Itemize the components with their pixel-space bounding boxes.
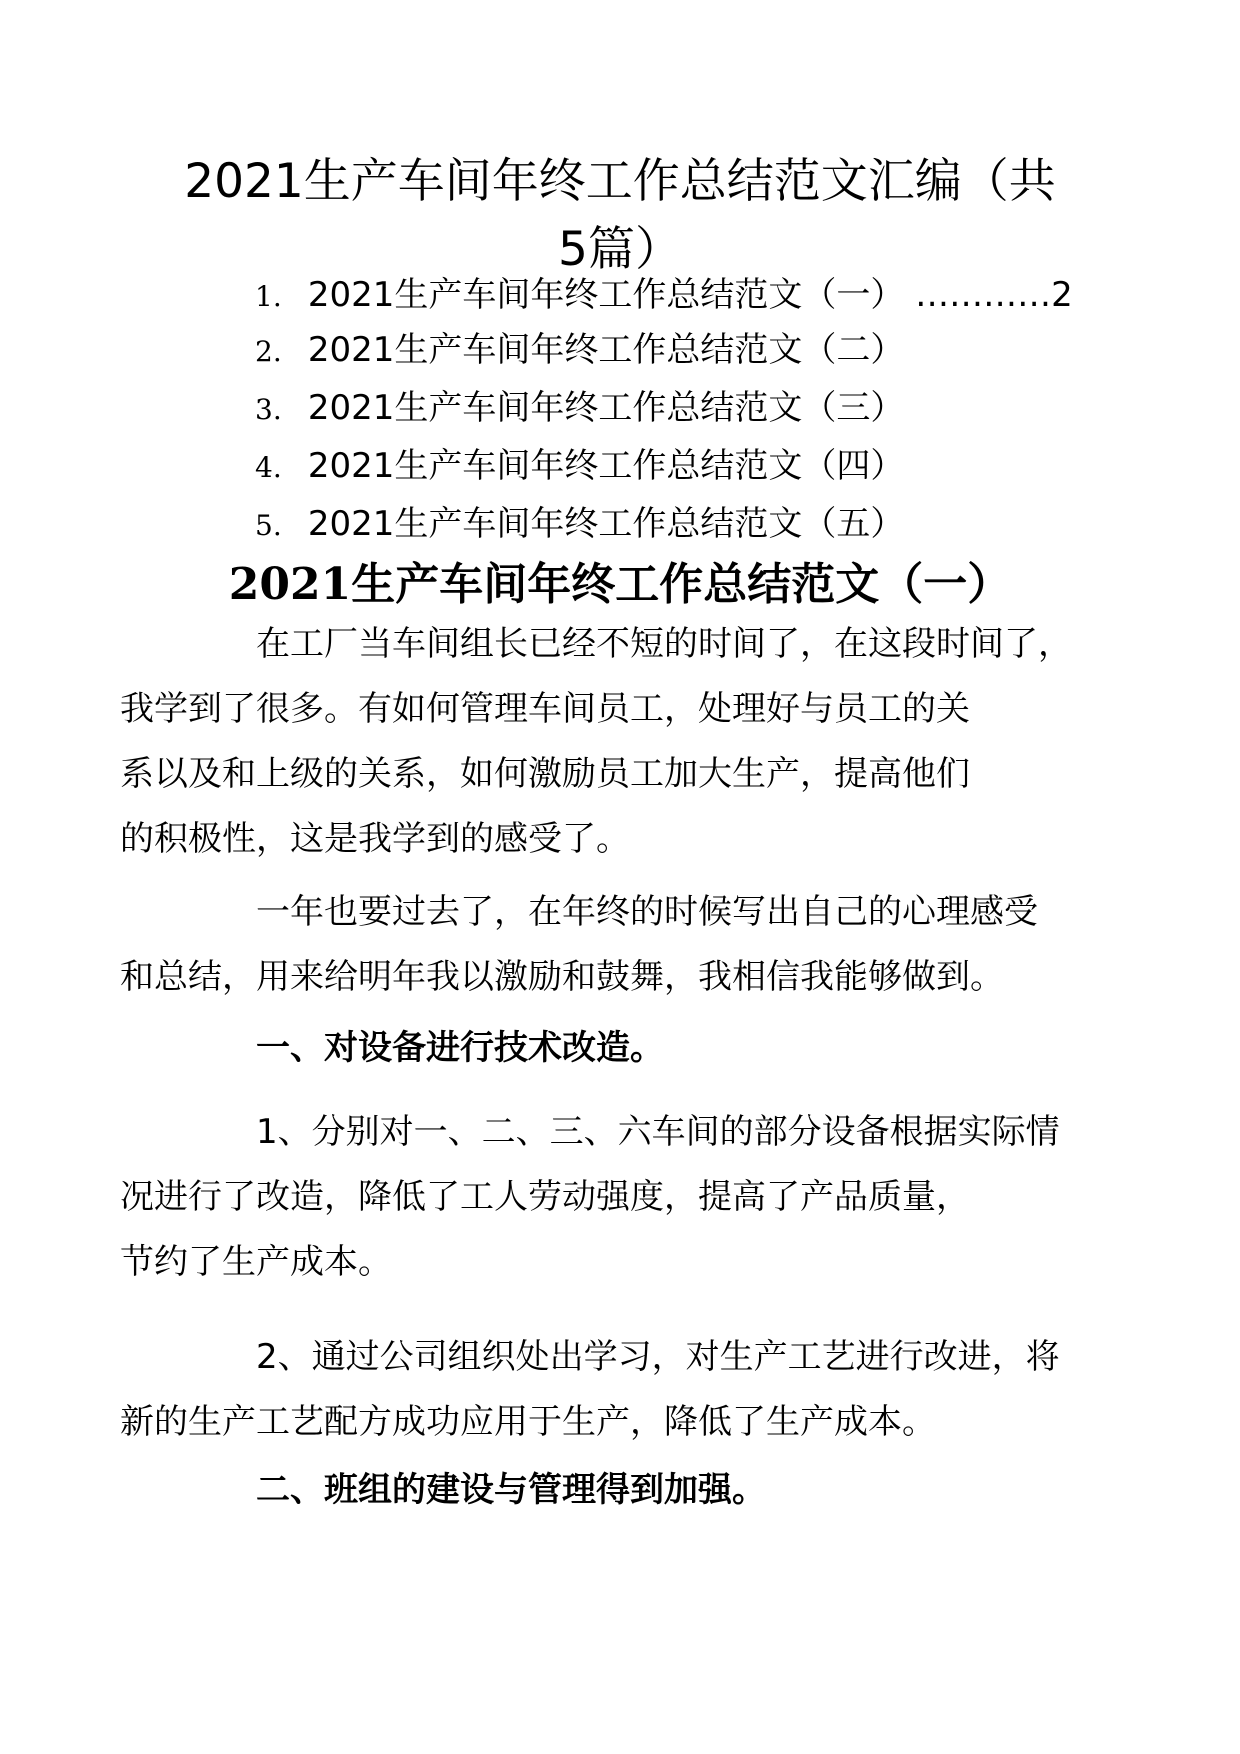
document-title-line2: 5篇）: [558, 222, 682, 277]
paragraph-line: 系以及和上级的关系，如何激励员工加大生产，提高他们: [120, 754, 970, 794]
toc-item-3[interactable]: [255, 383, 904, 433]
section-heading-text: 生产车间年终工作总结范文（一）: [351, 559, 1012, 610]
toc-item-label: 2021生产车间年终工作总结范文（四）: [307, 446, 905, 486]
toc-item-1[interactable]: [255, 270, 1073, 320]
toc-item-label: 2021生产车间年终工作总结范文（五）: [307, 504, 905, 544]
paragraph-line: 况进行了改造，降低了工人劳动强度，提高了产品质量，: [120, 1177, 970, 1217]
paragraph-line: 我学到了很多。有如何管理车间员工，处理好与员工的关: [120, 689, 970, 729]
paragraph-line: 和总结，用来给明年我以激励和鼓舞，我相信我能够做到。: [120, 957, 1004, 997]
toc-page-number: …………2: [915, 275, 1073, 315]
numbered-item-1: [120, 1100, 1068, 1295]
section-heading-number: 2021: [228, 559, 352, 610]
paragraph-line: 1、分别对一、二、三、六车间的部分设备根据实际情: [256, 1112, 1060, 1152]
paragraph-line: 新的生产工艺配方成功应用于生产，降低了生产成本。: [120, 1402, 936, 1442]
numbered-item-2: [120, 1325, 1068, 1455]
subheading-1: 一、对设备进行技术改造。: [256, 1028, 664, 1068]
toc-item-label: 2021生产车间年终工作总结范文（二）: [307, 330, 905, 370]
section-heading: [150, 555, 1090, 615]
paragraph-2: [120, 880, 1068, 1010]
toc-item-number: 5.: [255, 509, 282, 542]
paragraph-1: [120, 612, 1072, 872]
paragraph-line: 在工厂当车间组长已经不短的时间了，在这段时间了，: [256, 624, 1072, 664]
paragraph-line: 2、通过公司组织处出学习，对生产工艺进行改进，将: [256, 1337, 1060, 1377]
toc-item-5[interactable]: [255, 499, 904, 549]
toc-item-number: 1.: [255, 280, 282, 313]
toc-item-label: 2021生产车间年终工作总结范文（三）: [307, 388, 905, 428]
paragraph-line: 节约了生产成本。: [120, 1242, 392, 1282]
toc-item-label: 2021生产车间年终工作总结范文（一）: [307, 275, 905, 315]
paragraph-line: 的积极性，这是我学到的感受了。: [120, 819, 630, 859]
toc-item-4[interactable]: [255, 441, 904, 491]
toc-item-number: 4.: [255, 451, 282, 484]
toc-item-number: 2.: [255, 335, 282, 368]
subheading-2: 二、班组的建设与管理得到加强。: [256, 1470, 766, 1510]
paragraph-line: 一年也要过去了，在年终的时候写出自己的心理感受: [256, 892, 1038, 932]
document-title: [150, 148, 1090, 284]
document-title-line1: 2021生产车间年终工作总结范文汇编（共: [184, 154, 1056, 209]
toc-item-number: 3.: [255, 393, 282, 426]
toc-item-2[interactable]: [255, 325, 904, 375]
